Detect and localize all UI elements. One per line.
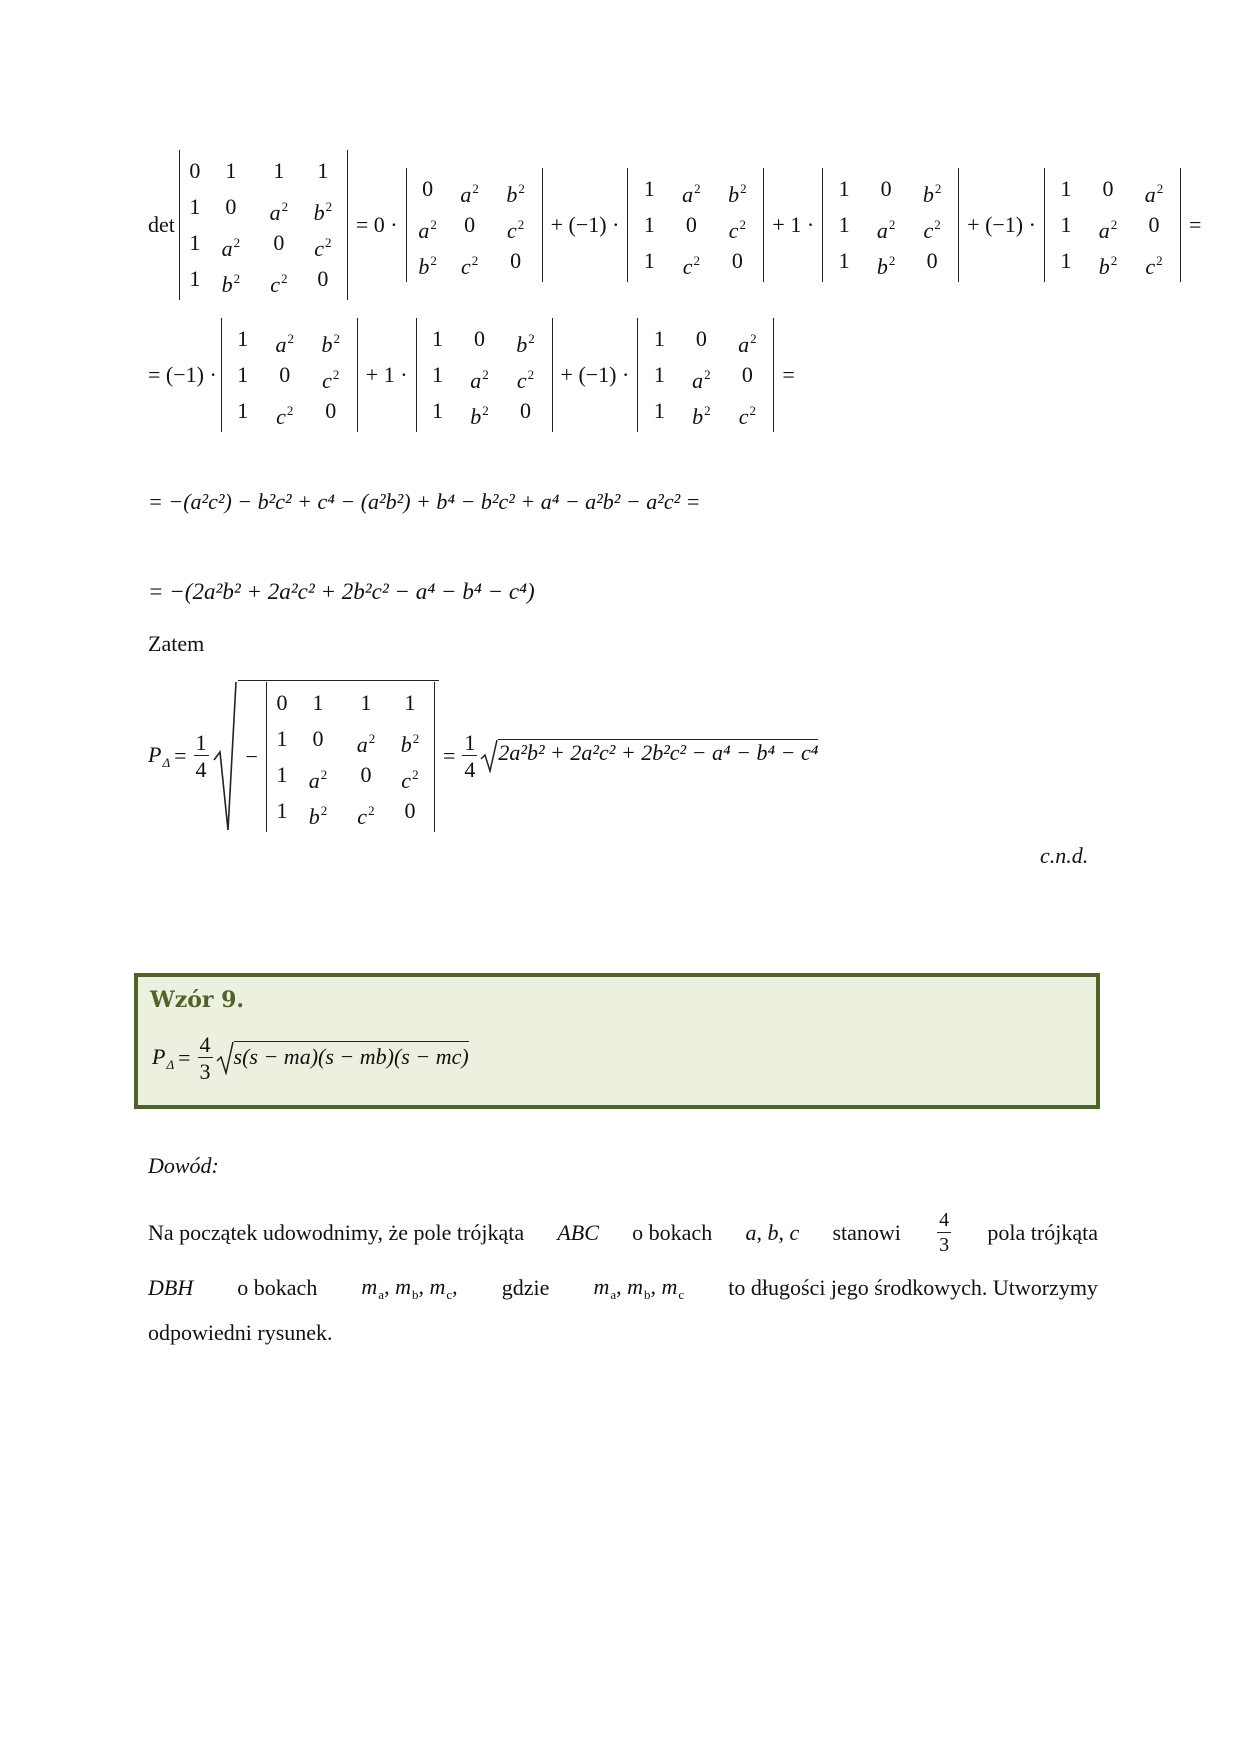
equation-step-3: = −(a²c²) − b²c² + c⁴ − (a²b²) + b⁴ − b²c² + a⁴ − a²b² − a²c² = — [148, 489, 701, 514]
matrix-4x4-b: 0 1 1 1 1 0 $a^2$ $b^2$ 1 $a^2$ 0 $c^2$ 1 $b^2$ $c^2$ 0 — [266, 682, 435, 832]
minor-b-2: 1 $a^2$ $b^2$ 1 0 $c^2$ 1 $c^2$ 0 — [221, 318, 358, 432]
minor-c: 1 0 $b^2$ 1 $a^2$ $c^2$ 1 $b^2$ 0 — [822, 168, 959, 282]
sqrt-of-det: − 0 1 1 1 1 0 $a^2$ $b^2$ 1 $a^2$ 0 $c^2$ 1 $b^2$ $c^2$ 0 — [212, 680, 439, 832]
equals: = — [1188, 212, 1202, 237]
coef-1: + (−1) · — [550, 212, 620, 237]
minor-d: 1 0 $a^2$ 1 $a^2$ 0 1 $b^2$ $c^2$ — [1044, 168, 1181, 282]
minor-c-2: 1 0 $b^2$ 1 $a^2$ $c^2$ 1 $b^2$ 0 — [416, 318, 553, 432]
equation-step-2 — [148, 318, 799, 432]
radical-sign-3 — [216, 1041, 234, 1075]
lead: = (−1) · — [148, 362, 217, 387]
proof-paragraph: Na początek udowodnimy, że pole trójkąta ABC o bokach a, b, c stanowi $\frac{4}{3}$ pola trójkąta DBH o bokach $m_a$, $m_b$, $m_c$, gdzie $m_a$, $m_b$, $m_c$ to długości jego środkowych. Utworzymy odpowiedni rysunek. — [148, 1209, 1098, 1345]
coef-2: + 1 · — [772, 212, 815, 237]
coef-3: + (−1) · — [967, 212, 1036, 237]
one-quarter: $\frac{1}{4}$ — [195, 729, 207, 782]
box-formula: $P_\Delta$ = $\frac{4}{3}$ s(s − ma)(s − mb)(s − mc) — [152, 1032, 469, 1085]
coef-2b: + 1 · — [365, 362, 408, 387]
dowod-label: Dowód: — [148, 1153, 219, 1178]
four-thirds: $\frac{4}{3}$ — [199, 1032, 211, 1085]
minor-b: 1 $a^2$ $b^2$ 1 0 $c^2$ 1 $c^2$ 0 — [627, 168, 764, 282]
area-formula: $P_\Delta$ = $\frac{1}{4}$ − 0 1 1 1 1 0 $a^2$ $b^2$ 1 $a^2$ 0 $c^2$ 1 $b^2$ $c^2$ 0 = $\frac{1}{4}$ 2a²b² + 2a²c² + 2b²c² − a⁴ − b⁴ − c⁴ — [148, 680, 818, 832]
coef-3b: + (−1) · — [560, 362, 630, 387]
equation-step-4: = −(2a²b² + 2a²c² + 2b²c² − a⁴ − b⁴ − c⁴) — [148, 579, 535, 604]
zatem-label: Zatem — [148, 631, 205, 656]
matrix-4x4: 0 1 1 1 1 0 $a^2$ $b^2$ 1 $a^2$ 0 $c^2$ 1 $b^2$ $c^2$ 0 — [179, 150, 348, 300]
area-lhs: $P_\Delta$ — [148, 741, 171, 770]
formula-box — [134, 973, 1100, 1109]
sqrt-result: 2a²b² + 2a²c² + 2b²c² − a⁴ − b⁴ − c⁴ — [480, 739, 818, 773]
equals-2: = — [782, 362, 795, 387]
minor-a: 0 $a^2$ $b^2$ $a^2$ 0 $c^2$ $b^2$ $c^2$ 0 — [406, 168, 543, 282]
cnd-label: c.n.d. — [1040, 843, 1089, 868]
radical-sign-2 — [480, 739, 498, 773]
equation-det-expansion — [148, 150, 1205, 300]
box-title: Wzór 9. — [150, 987, 245, 1013]
coef-0: = 0 · — [355, 212, 398, 237]
radical-sign — [212, 680, 238, 832]
det-label: det — [148, 212, 175, 237]
box-sqrt: s(s − ma)(s − mb)(s − mc) — [216, 1041, 469, 1075]
minor-d-2: 1 0 $a^2$ 1 $a^2$ 0 1 $b^2$ $c^2$ — [637, 318, 774, 432]
one-quarter-2: $\frac{1}{4}$ — [464, 729, 476, 782]
